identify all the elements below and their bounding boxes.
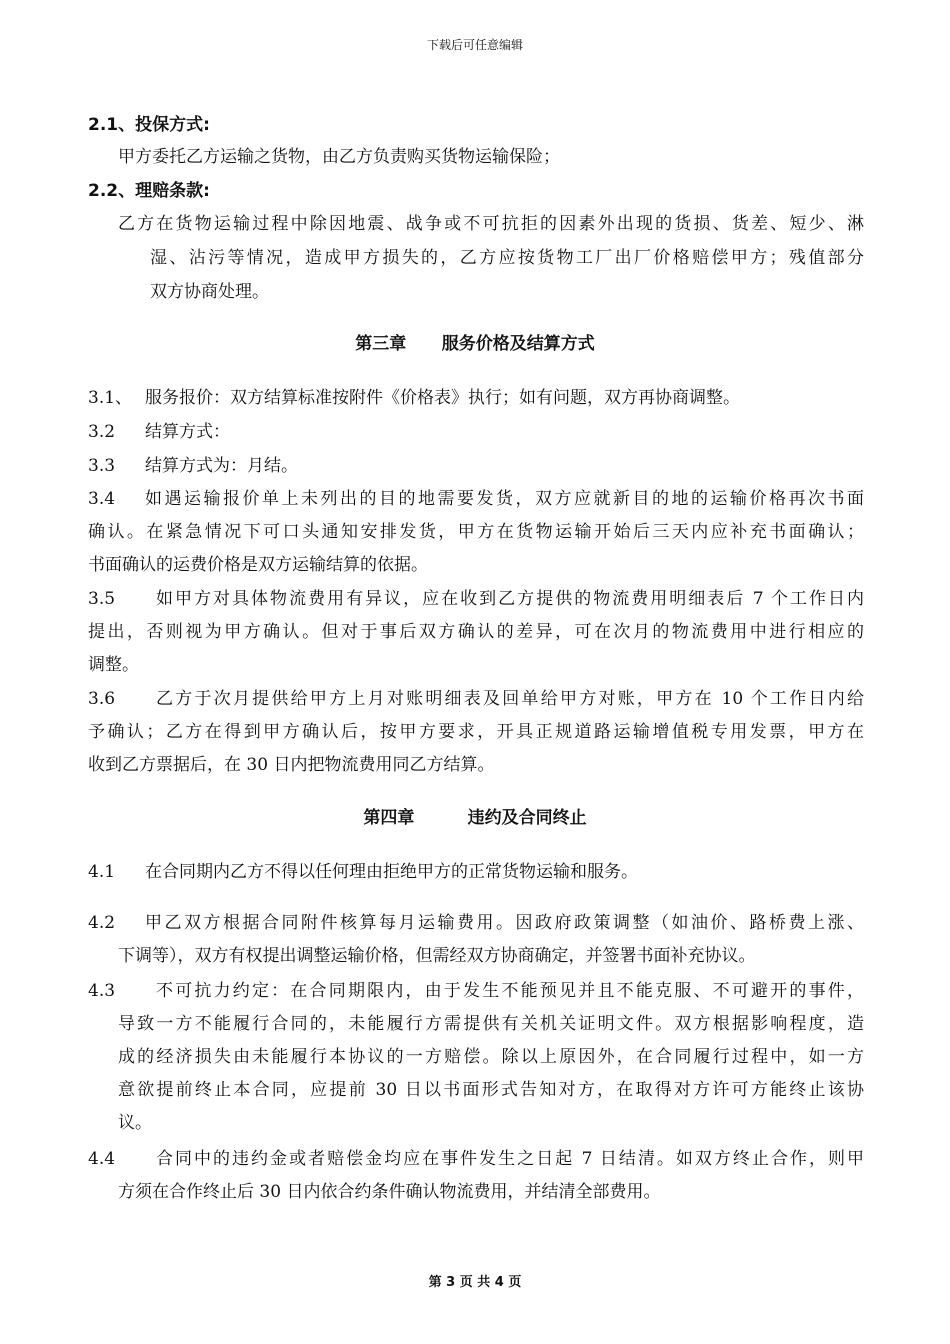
clause-4-3-line: 导致一方不能履行合同的，未能履行方需提供有关机关证明文件。双方根据影响程度，造 — [118, 1014, 864, 1034]
clause-4-4-line: 方须在合作终止后 30 日内依合约条件确认物流费用，并结清全部费用。 — [118, 1182, 661, 1202]
clause-3-4-line: 书面确认的运费价格是双方运输结算的依据。 — [88, 555, 428, 575]
clause-4-4-number: 4.4 — [88, 1149, 116, 1169]
clause-3-2-text: 结算方式： — [145, 422, 230, 442]
clause-3-2-number: 3.2 — [88, 422, 116, 442]
clause-3-3-number: 3.3 — [88, 456, 116, 476]
clause-3-1-number: 3.1、 — [88, 388, 133, 408]
clause-3-4-line: 确认。在紧急情况下可口头通知安排发货，甲方在货物运输开始后三天内应补充书面确认； — [88, 522, 864, 542]
clause-4-3-line: 议。 — [118, 1113, 152, 1133]
page-header: 下载后可任意编辑 — [426, 38, 523, 52]
page-footer: 第 3 页 共 4 页 — [428, 1275, 522, 1290]
clause-3-4-number: 3.4 — [88, 489, 116, 509]
section-2-1-body: 甲方委托乙方运输之货物，由乙方负责购买货物运输保险； — [118, 147, 560, 167]
clause-4-3-line: 意欲提前终止本合同，应提前 30 日以书面形式告知对方，在取得对方许可方能终止该协 — [118, 1080, 864, 1100]
clause-3-5-number: 3.5 — [88, 589, 116, 609]
clause-4-3-line: 成的经济损失由未能履行本协议的一方赔偿。除以上原因外，在合同履行过程中，如一方 — [118, 1047, 864, 1067]
clause-4-3-number: 4.3 — [88, 981, 116, 1001]
clause-3-1-text: 服务报价：双方结算标准按附件《价格表》执行；如有问题，双方再协商调整。 — [145, 388, 740, 408]
chapter-4-heading: 第四章 违约及合同终止 — [363, 808, 587, 828]
clause-3-5-line: 提出，否则视为甲方确认。但对于事后双方确认的差异，可在次月的物流费用中进行相应的 — [88, 622, 864, 642]
section-2-2-line: 双方协商处理。 — [150, 282, 269, 302]
clause-3-4-line: 如遇运输报价单上未列出的目的地需要发货，双方应就新目的地的运输价格再次书面 — [145, 489, 864, 509]
clause-4-2-line: 甲乙双方根据合同附件核算每月运输费用。因政府政策调整（如油价、路桥费上涨、 — [145, 913, 864, 933]
clause-4-1-number: 4.1 — [88, 862, 116, 882]
clause-4-2-number: 4.2 — [88, 913, 116, 933]
chapter-3-heading: 第三章 服务价格及结算方式 — [355, 334, 595, 354]
clause-3-5-line: 调整。 — [88, 655, 139, 675]
clause-3-6-number: 3.6 — [88, 689, 116, 709]
clause-4-4-line: 合同中的违约金或者赔偿金均应在事件发生之日起 7 日结清。如双方终止合作，则甲 — [156, 1149, 864, 1169]
clause-3-5-line: 如甲方对具体物流费用有异议，应在收到乙方提供的物流费用明细表后 7 个工作日内 — [156, 589, 864, 609]
clause-4-1-text: 在合同期内乙方不得以任何理由拒绝甲方的正常货物运输和服务。 — [145, 862, 638, 882]
clause-3-6-line: 乙方于次月提供给甲方上月对账明细表及回单给甲方对账，甲方在 10 个工作日内给 — [156, 689, 864, 709]
clause-4-3-line: 不可抗力约定：在合同期限内，由于发生不能预见并且不能克服、不可避开的事件， — [156, 981, 864, 1001]
clause-3-6-line: 予确认；乙方在得到甲方确认后，按甲方要求，开具正规道路运输增值税专用发票，甲方在 — [88, 722, 864, 742]
clause-4-2-line: 下调等），双方有权提出调整运输价格，但需经双方协商确定，并签署书面补充协议。 — [118, 946, 756, 966]
section-2-2-line: 乙方在货物运输过程中除因地震、战争或不可抗拒的因素外出现的货损、货差、短少、淋 — [118, 214, 864, 234]
section-2-2-line: 湿、沾污等情况，造成甲方损失的，乙方应按货物工厂出厂价格赔偿甲方；残值部分 — [150, 248, 864, 268]
clause-3-3-text: 结算方式为：月结。 — [145, 456, 298, 476]
section-2-1-title: 2.1、投保方式: — [88, 115, 210, 135]
clause-3-6-line: 收到乙方票据后，在 30 日内把物流费用同乙方结算。 — [88, 755, 495, 775]
section-2-2-title: 2.2、理赔条款: — [88, 181, 210, 201]
